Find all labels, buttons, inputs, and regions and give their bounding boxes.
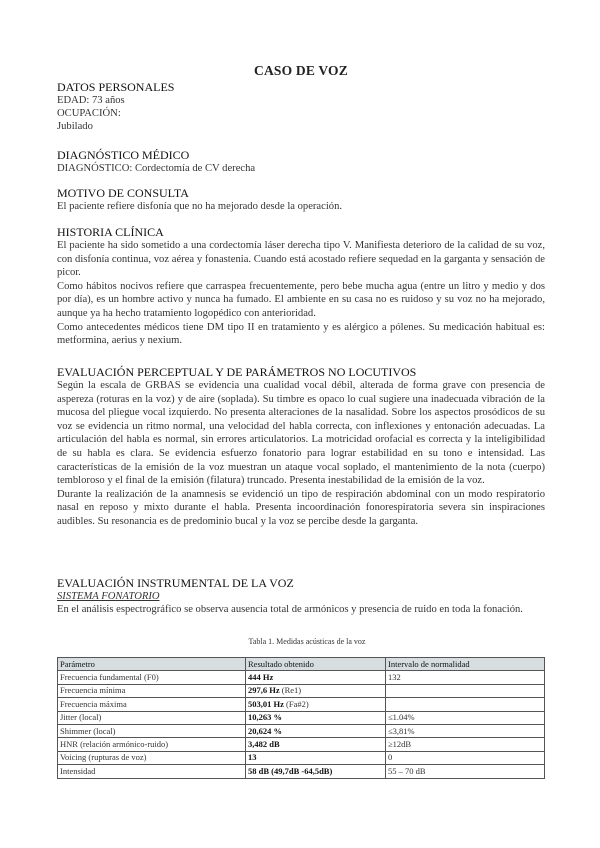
section-reason: [57, 186, 545, 213]
personal-occupation-value: Jubilado: [57, 121, 93, 133]
cell-range: ≤3,81%: [386, 724, 545, 737]
reason-text: El paciente refiere disfonía que no ha mejorado desde la operación.: [57, 201, 343, 212]
value-main: 20,624 %: [248, 725, 282, 736]
value-main: 13: [248, 752, 257, 763]
cell-param: Voicing (rupturas de voz): [58, 751, 246, 764]
cell-param: HNR (relación armónico-ruido): [58, 738, 246, 751]
cell-value: [246, 671, 386, 684]
table-header-row: [58, 658, 545, 671]
subheading-phonatory: SISTEMA FONATORIO: [57, 591, 160, 602]
section-perceptual: [57, 365, 545, 529]
cell-value: [246, 724, 386, 737]
cell-param: Frecuencia máxima: [58, 698, 246, 711]
cell-range: [386, 684, 545, 697]
history-paragraph-3: Como antecedentes médicos tiene DM tipo II en tratamiento y es alérgico a pólenes. Su medicación habitual es: metformina, aerius y nexium.: [57, 321, 545, 347]
document-title: CASO DE VOZ: [254, 63, 348, 78]
cell-value: [246, 751, 386, 764]
cell-param: Frecuencia mínima: [58, 684, 246, 697]
section-history: [57, 225, 545, 348]
perceptual-paragraph-2: Durante la realización de la anamnesis se evidenció un tipo de respiración abdominal con un modo respiratorio nasal en reposo y mixto durante el habla. Presenta incoordinación fonorespiratoria severa sin inspiraciones audibles. Su resonancia es de predominio bucal y la voz se percibe desde la garganta.: [57, 488, 545, 527]
heading-history: HISTORIA CLÍNICA: [57, 225, 164, 239]
table-row: [58, 765, 545, 778]
personal-occupation: OCUPACIÓN:: [57, 108, 121, 120]
cell-range: [386, 698, 545, 711]
cell-value: [246, 765, 386, 778]
value-main: 3,482 dB: [248, 739, 280, 750]
value-main: 503,01 Hz: [248, 698, 284, 709]
history-paragraph-1: El paciente ha sido sometido a una cordectomía láser derecha tipo V. Manifiesta deterioro de la calidad de su voz, con disfonía continua, voz aérea y fonastenia. Cuando está acostado refiere sequedad en la garganta y sensación de picor.: [57, 240, 545, 279]
value-main: 297,6 Hz: [248, 685, 280, 696]
section-personal: [57, 80, 545, 134]
heading-diagnosis: DIAGNÓSTICO MÉDICO: [57, 148, 190, 162]
cell-param: Intensidad: [58, 765, 246, 778]
cell-range: 55 – 70 dB: [386, 765, 545, 778]
history-paragraph-2: Como hábitos nocivos refiere que carraspea frecuentemente, pero bebe mucha agua (entre un litro y medio y dos por día), es un hombre activo y nunca ha fumado. El ambiente en su casa no es ruidoso y su voz no ha mejorado, aunque ya ha hecho tratamiento logopédico con anterioridad.: [57, 280, 545, 319]
header-normal-range: Intervalo de normalidad: [386, 658, 545, 671]
acoustic-table: [57, 657, 545, 779]
cell-param: Frecuencia fundamental (F0): [58, 671, 246, 684]
table-row: [58, 751, 545, 764]
cell-range: ≥12dB: [386, 738, 545, 751]
table-row: [58, 671, 545, 684]
value-extra: (Fa#2): [286, 698, 309, 709]
cell-value: [246, 684, 386, 697]
cell-value: [246, 698, 386, 711]
value-main: 10,263 %: [248, 712, 282, 723]
value-main: 58 dB (49,7dB -64,5dB): [248, 765, 333, 776]
cell-param: Jitter (local): [58, 711, 246, 724]
heading-instrumental: EVALUACIÓN INSTRUMENTAL DE LA VOZ: [57, 576, 294, 590]
table-row: [58, 711, 545, 724]
heading-personal: DATOS PERSONALES: [57, 80, 175, 94]
heading-perceptual: EVALUACIÓN PERCEPTUAL Y DE PARÁMETROS NO LOCUTIVOS: [57, 365, 417, 379]
cell-value: [246, 738, 386, 751]
heading-reason: MOTIVO DE CONSULTA: [57, 186, 189, 200]
personal-age: EDAD: 73 años: [57, 95, 125, 106]
cell-param: Shimmer (local): [58, 724, 246, 737]
instrumental-paragraph: En el análisis espectrográfico se observa ausencia total de armónicos y presencia de ruido en toda la fonación.: [57, 604, 523, 615]
table-row: [58, 684, 545, 697]
value-extra: (Re1): [281, 685, 302, 696]
perceptual-paragraph-1: Según la escala de GRBAS se evidencia una cualidad vocal débil, alterada de forma grave con presencia de aspereza (roturas en la voz) y de aire (soplada). Su timbre es opaco lo cual sugiere una inadecuada vibración de la mucosa del pliegue vocal izquierdo. No presenta alteraciones de la nasalidad. Sobre los aspectos prosódicos de su voz se evidencia un ritmo normal, una velocidad del habla correcta, con inflexiones y entonación adecuadas. La articulación del habla es normal, sin errores articulatorios. La motricidad orofacial es correcta y la inteligibilidad de su habla es clara. Se evidencia esfuerzo fonatorio para lograr estabilidad en su tono e intensidad. Las características de la emisión de la voz muestran un ataque vocal soplado, el mantenimiento de la nota (cuerpo) tembloroso y el final de la emisión (filatura) truncado. Presenta inestabilidad de la emisión de la voz.: [57, 380, 545, 487]
table-caption: Tabla 1. Medidas acústicas de la voz: [248, 637, 366, 646]
cell-range: 0: [386, 751, 545, 764]
table-row: [58, 738, 545, 751]
section-diagnosis: [57, 148, 545, 175]
value-main: 444 Hz: [248, 672, 274, 683]
header-parameter: Parámetro: [58, 658, 246, 671]
diagnosis-text: DIAGNÓSTICO: Cordectomía de CV derecha: [57, 163, 256, 174]
cell-range: 132: [386, 671, 545, 684]
table-row: [58, 724, 545, 737]
cell-value: [246, 711, 386, 724]
cell-range: ≤1.04%: [386, 711, 545, 724]
section-instrumental: [57, 576, 545, 617]
table-row: [58, 698, 545, 711]
header-result: Resultado obtenido: [246, 658, 386, 671]
